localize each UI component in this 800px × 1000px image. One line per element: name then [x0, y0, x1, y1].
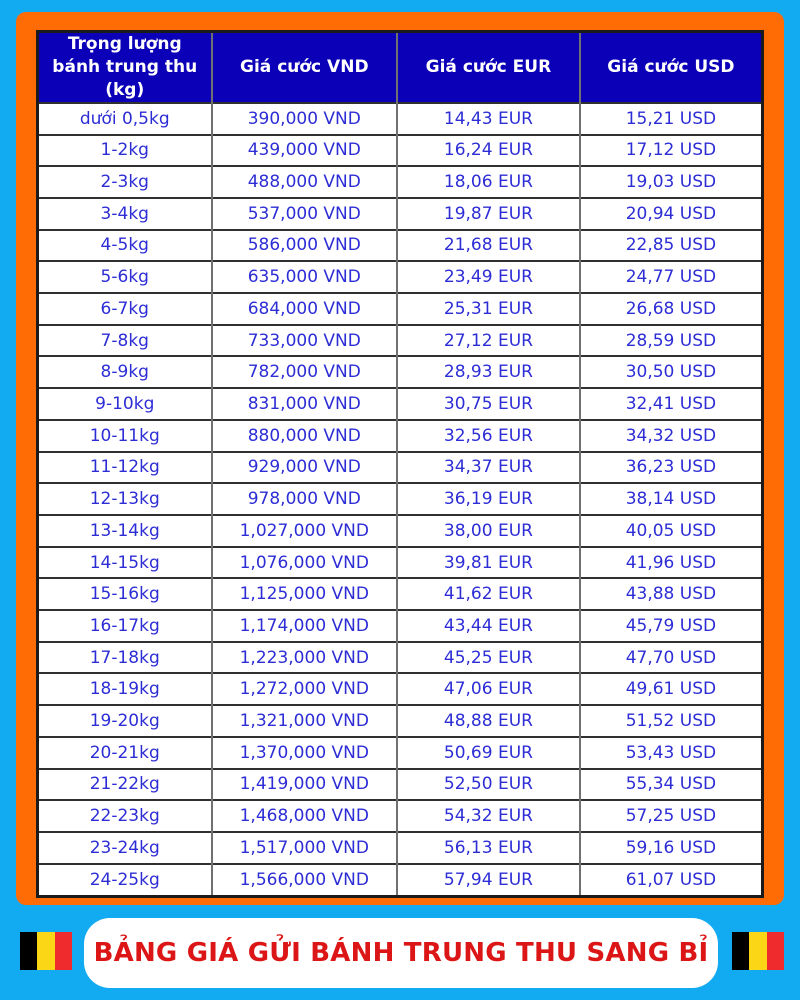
price-cell: 17,12 USD — [580, 135, 763, 167]
price-cell: 1,566,000 VND — [212, 864, 398, 897]
table-row — [38, 832, 763, 864]
weight-cell: 21-22kg — [38, 769, 212, 801]
flag-stripe-yellow — [749, 932, 766, 970]
flag-stripe-red — [767, 932, 784, 970]
banner — [84, 918, 718, 988]
table-row — [38, 642, 763, 674]
column-header: Giá cước VND — [212, 32, 398, 103]
weight-cell: 10-11kg — [38, 420, 212, 452]
price-cell: 14,43 EUR — [397, 103, 580, 135]
table-row — [38, 547, 763, 579]
weight-cell: 12-13kg — [38, 483, 212, 515]
table-row — [38, 610, 763, 642]
price-cell: 43,88 USD — [580, 578, 763, 610]
price-cell: 23,49 EUR — [397, 261, 580, 293]
weight-cell: 6-7kg — [38, 293, 212, 325]
table-row — [38, 198, 763, 230]
price-cell: 1,223,000 VND — [212, 642, 398, 674]
weight-cell: 22-23kg — [38, 800, 212, 832]
weight-cell: 20-21kg — [38, 737, 212, 769]
price-cell: 38,00 EUR — [397, 515, 580, 547]
flag-stripe-yellow — [37, 932, 54, 970]
table-row — [38, 515, 763, 547]
table-row — [38, 293, 763, 325]
weight-cell: 1-2kg — [38, 135, 212, 167]
column-header: Giá cước USD — [580, 32, 763, 103]
price-cell: 47,70 USD — [580, 642, 763, 674]
weight-cell: 23-24kg — [38, 832, 212, 864]
price-cell: 19,03 USD — [580, 166, 763, 198]
table-row — [38, 578, 763, 610]
price-cell: 1,419,000 VND — [212, 769, 398, 801]
price-cell: 27,12 EUR — [397, 325, 580, 357]
price-cell: 978,000 VND — [212, 483, 398, 515]
table-row — [38, 483, 763, 515]
table-row — [38, 769, 763, 801]
belgium-flag-icon — [732, 932, 784, 970]
weight-cell: 15-16kg — [38, 578, 212, 610]
table-row — [38, 325, 763, 357]
table-row — [38, 103, 763, 135]
table-row — [38, 356, 763, 388]
weight-cell: 5-6kg — [38, 261, 212, 293]
price-cell: 52,50 EUR — [397, 769, 580, 801]
price-cell: 54,32 EUR — [397, 800, 580, 832]
price-cell: 45,25 EUR — [397, 642, 580, 674]
weight-cell: 17-18kg — [38, 642, 212, 674]
price-cell: 18,06 EUR — [397, 166, 580, 198]
price-cell: 32,41 USD — [580, 388, 763, 420]
table-row — [38, 800, 763, 832]
price-cell: 488,000 VND — [212, 166, 398, 198]
table-row — [38, 135, 763, 167]
price-cell: 59,16 USD — [580, 832, 763, 864]
price-cell: 45,79 USD — [580, 610, 763, 642]
price-table-container — [36, 30, 764, 898]
price-cell: 53,43 USD — [580, 737, 763, 769]
belgium-flag-icon — [20, 932, 72, 970]
price-cell: 1,370,000 VND — [212, 737, 398, 769]
price-cell: 22,85 USD — [580, 230, 763, 262]
price-cell: 28,93 EUR — [397, 356, 580, 388]
weight-cell: 13-14kg — [38, 515, 212, 547]
price-cell: 21,68 EUR — [397, 230, 580, 262]
price-cell: 929,000 VND — [212, 452, 398, 484]
price-cell: 36,19 EUR — [397, 483, 580, 515]
table-row — [38, 230, 763, 262]
price-cell: 55,34 USD — [580, 769, 763, 801]
price-cell: 1,517,000 VND — [212, 832, 398, 864]
price-cell: 880,000 VND — [212, 420, 398, 452]
weight-cell: 8-9kg — [38, 356, 212, 388]
flag-stripe-black — [20, 932, 37, 970]
price-cell: 1,321,000 VND — [212, 705, 398, 737]
price-cell: 41,96 USD — [580, 547, 763, 579]
weight-cell: 11-12kg — [38, 452, 212, 484]
price-cell: 537,000 VND — [212, 198, 398, 230]
price-cell: 32,56 EUR — [397, 420, 580, 452]
table-row — [38, 166, 763, 198]
page-title: BẢNG GIÁ GỬI BÁNH TRUNG THU SANG BỈ — [93, 938, 709, 968]
price-cell: 831,000 VND — [212, 388, 398, 420]
price-cell: 57,25 USD — [580, 800, 763, 832]
price-cell: 39,81 EUR — [397, 547, 580, 579]
price-cell: 30,50 USD — [580, 356, 763, 388]
table-row — [38, 737, 763, 769]
price-cell: 49,61 USD — [580, 673, 763, 705]
price-cell: 1,027,000 VND — [212, 515, 398, 547]
price-cell: 40,05 USD — [580, 515, 763, 547]
price-cell: 1,272,000 VND — [212, 673, 398, 705]
price-cell: 47,06 EUR — [397, 673, 580, 705]
column-header: Trọng lượng bánh trung thu (kg) — [38, 32, 212, 103]
price-cell: 1,468,000 VND — [212, 800, 398, 832]
price-cell: 51,52 USD — [580, 705, 763, 737]
price-cell: 782,000 VND — [212, 356, 398, 388]
price-cell: 38,14 USD — [580, 483, 763, 515]
table-header — [38, 32, 763, 103]
weight-cell: 18-19kg — [38, 673, 212, 705]
weight-cell: 3-4kg — [38, 198, 212, 230]
price-cell: 61,07 USD — [580, 864, 763, 897]
table-row — [38, 452, 763, 484]
price-cell: 1,125,000 VND — [212, 578, 398, 610]
price-cell: 48,88 EUR — [397, 705, 580, 737]
price-cell: 635,000 VND — [212, 261, 398, 293]
table-header-row — [38, 32, 763, 103]
price-cell: 34,37 EUR — [397, 452, 580, 484]
price-cell: 26,68 USD — [580, 293, 763, 325]
flag-stripe-red — [55, 932, 72, 970]
price-cell: 41,62 EUR — [397, 578, 580, 610]
price-cell: 1,174,000 VND — [212, 610, 398, 642]
price-cell: 34,32 USD — [580, 420, 763, 452]
price-cell: 28,59 USD — [580, 325, 763, 357]
price-cell: 15,21 USD — [580, 103, 763, 135]
weight-cell: 16-17kg — [38, 610, 212, 642]
price-cell: 25,31 EUR — [397, 293, 580, 325]
price-cell: 390,000 VND — [212, 103, 398, 135]
weight-cell: dưới 0,5kg — [38, 103, 212, 135]
price-cell: 684,000 VND — [212, 293, 398, 325]
price-cell: 733,000 VND — [212, 325, 398, 357]
price-cell: 50,69 EUR — [397, 737, 580, 769]
price-cell: 43,44 EUR — [397, 610, 580, 642]
table-row — [38, 420, 763, 452]
table-row — [38, 261, 763, 293]
weight-cell: 2-3kg — [38, 166, 212, 198]
price-table — [36, 30, 764, 898]
price-cell: 56,13 EUR — [397, 832, 580, 864]
price-cell: 1,076,000 VND — [212, 547, 398, 579]
weight-cell: 14-15kg — [38, 547, 212, 579]
weight-cell: 4-5kg — [38, 230, 212, 262]
weight-cell: 7-8kg — [38, 325, 212, 357]
price-cell: 36,23 USD — [580, 452, 763, 484]
price-cell: 30,75 EUR — [397, 388, 580, 420]
price-cell: 19,87 EUR — [397, 198, 580, 230]
table-row — [38, 705, 763, 737]
column-header: Giá cước EUR — [397, 32, 580, 103]
price-cell: 20,94 USD — [580, 198, 763, 230]
table-row — [38, 388, 763, 420]
price-cell: 57,94 EUR — [397, 864, 580, 897]
price-cell: 24,77 USD — [580, 261, 763, 293]
weight-cell: 9-10kg — [38, 388, 212, 420]
table-body — [38, 103, 763, 897]
price-cell: 586,000 VND — [212, 230, 398, 262]
table-row — [38, 673, 763, 705]
flag-stripe-black — [732, 932, 749, 970]
price-cell: 16,24 EUR — [397, 135, 580, 167]
weight-cell: 24-25kg — [38, 864, 212, 897]
price-cell: 439,000 VND — [212, 135, 398, 167]
weight-cell: 19-20kg — [38, 705, 212, 737]
table-row — [38, 864, 763, 897]
